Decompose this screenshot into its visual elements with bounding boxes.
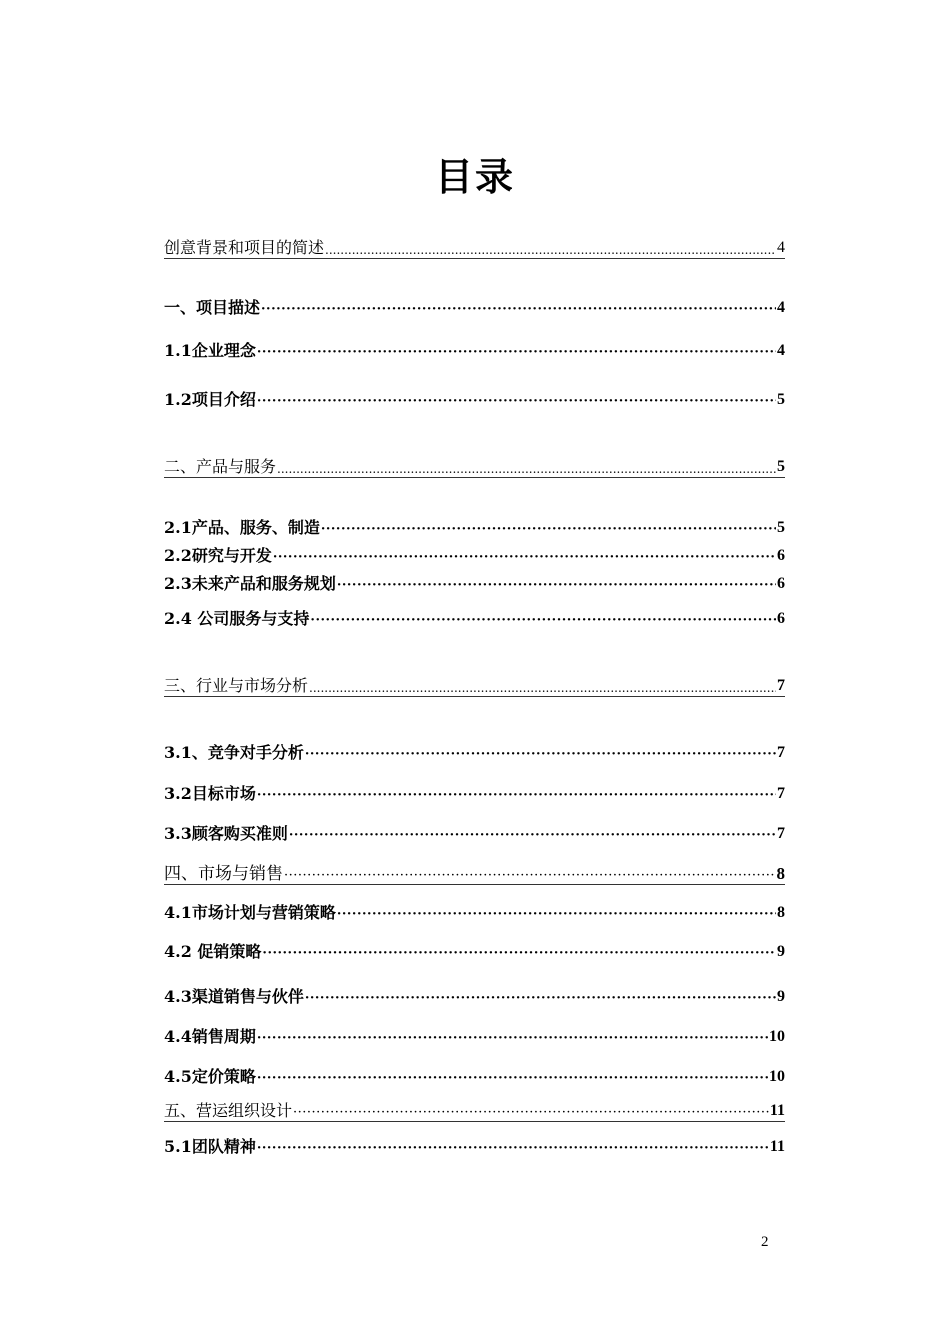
toc-entry-page: 4 — [777, 342, 785, 359]
toc-entry-5-1[interactable] — [164, 1137, 785, 1157]
toc-entry-1-2[interactable] — [164, 390, 785, 410]
toc-leader-dots — [293, 1101, 769, 1121]
toc-leader-dots — [337, 574, 776, 594]
toc-entry-label: 3.3顾客购买准则 — [164, 824, 288, 843]
toc-entry-3-2[interactable] — [164, 784, 785, 804]
toc-entry-page: 9 — [777, 988, 785, 1005]
toc-entry-label: 创意背景和项目的简述 — [164, 238, 325, 257]
toc-leader-dots — [310, 609, 776, 629]
toc-entry-label: 4.3渠道销售与伙伴 — [164, 987, 304, 1006]
toc-leader-dots — [289, 824, 776, 844]
toc-entry-label: 4.2 促销策略 — [164, 942, 262, 961]
toc-entry-label: 4.1市场计划与营销策略 — [164, 903, 336, 922]
toc-leader-dots — [305, 987, 776, 1007]
toc-leader-dots — [277, 457, 776, 477]
toc-entry-page: 7 — [777, 825, 785, 842]
toc-entry-page: 6 — [777, 610, 785, 627]
toc-leader-dots — [257, 341, 776, 361]
toc-leader-dots — [337, 903, 776, 923]
toc-entry-page: 7 — [777, 785, 785, 802]
toc-entry-label: 2.4 公司服务与支持 — [164, 609, 310, 628]
page-number: 2 — [761, 1234, 769, 1250]
toc-entry-label: 3.2目标市场 — [164, 784, 256, 803]
toc-entry-label: 一、项目描述 — [164, 298, 261, 317]
toc-entry-label: 1.2项目介绍 — [164, 390, 256, 409]
toc-entry-label: 三、行业与市场分析 — [164, 676, 309, 695]
toc-entry-page: 7 — [777, 744, 785, 761]
toc-entry-3-3[interactable] — [164, 824, 785, 844]
toc-entry-products-services[interactable] — [164, 457, 785, 478]
toc-leader-dots — [257, 1027, 768, 1047]
toc-leader-dots — [309, 676, 776, 696]
toc-entry-label: 5.1团队精神 — [164, 1137, 256, 1156]
toc-leader-dots — [321, 518, 776, 538]
toc-leader-dots — [273, 546, 776, 566]
toc-entry-label: 3.1、竞争对手分析 — [164, 743, 304, 762]
toc-leader-dots — [257, 390, 776, 410]
toc-leader-dots — [257, 784, 776, 804]
toc-entry-page: 5 — [777, 391, 785, 408]
toc-entry-label: 2.2研究与开发 — [164, 546, 272, 565]
toc-entry-2-1[interactable] — [164, 518, 785, 538]
toc-entry-page: 11 — [769, 1102, 785, 1119]
toc-entry-page: 7 — [777, 677, 785, 694]
toc-leader-dots — [257, 1137, 769, 1157]
toc-entry-page: 5 — [777, 458, 785, 475]
toc-entry-project-description[interactable] — [164, 298, 785, 318]
toc-entry-label: 1.1企业理念 — [164, 341, 256, 360]
toc-entry-industry-market[interactable] — [164, 676, 785, 697]
toc-entry-label: 二、产品与服务 — [164, 457, 277, 476]
toc-entry-page: 8 — [777, 904, 785, 921]
toc-leader-dots — [261, 298, 776, 318]
toc-leader-dots — [305, 743, 776, 763]
toc-entry-4-4[interactable] — [164, 1027, 785, 1047]
toc-entry-4-2[interactable] — [164, 942, 785, 962]
toc-entry-page: 11 — [769, 1138, 785, 1155]
toc-title: 目录 — [434, 154, 515, 199]
toc-leader-dots — [284, 864, 776, 884]
toc-entry-1-1[interactable] — [164, 341, 785, 361]
toc-leader-dots — [262, 942, 776, 962]
toc-entry-page: 10 — [769, 1028, 785, 1045]
toc-entry-4-3[interactable] — [164, 987, 785, 1007]
toc-leader-dots — [257, 1067, 768, 1087]
toc-entry-page: 6 — [777, 547, 785, 564]
toc-entry-page: 4 — [777, 239, 785, 256]
toc-entry-page: 6 — [777, 575, 785, 592]
toc-entry-2-2[interactable] — [164, 546, 785, 566]
toc-entry-label: 2.3未来产品和服务规划 — [164, 574, 336, 593]
toc-entry-4-5[interactable] — [164, 1067, 785, 1087]
toc-entry-2-3[interactable] — [164, 574, 785, 594]
toc-entry-label: 4.4销售周期 — [164, 1027, 256, 1046]
toc-entry-page: 4 — [777, 299, 785, 316]
toc-entry-label: 4.5定价策略 — [164, 1067, 256, 1086]
toc-entry-4-1[interactable] — [164, 903, 785, 923]
toc-entry-operations-org[interactable] — [164, 1101, 785, 1122]
toc-entry-background-summary[interactable] — [164, 238, 785, 259]
toc-entry-page: 10 — [769, 1068, 785, 1085]
toc-leader-dots — [325, 238, 776, 258]
toc-entry-2-4[interactable] — [164, 609, 785, 629]
toc-entry-page: 8 — [776, 864, 785, 883]
toc-entry-page: 5 — [777, 519, 785, 536]
toc-entry-label: 五、营运组织设计 — [164, 1101, 293, 1120]
toc-entry-label: 四、市场与销售 — [164, 864, 283, 884]
table-of-contents — [164, 0, 785, 1200]
toc-entry-market-sales[interactable] — [164, 864, 785, 885]
toc-entry-label: 2.1产品、服务、制造 — [164, 518, 320, 537]
toc-entry-3-1[interactable] — [164, 743, 785, 763]
toc-entry-page: 9 — [777, 943, 785, 960]
